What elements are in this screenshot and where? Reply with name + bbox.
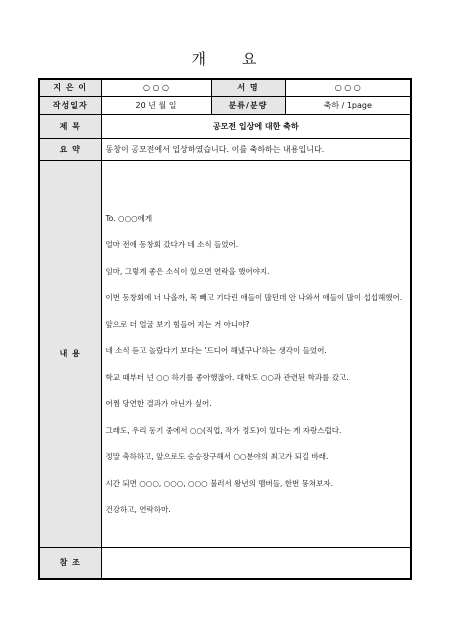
letter-text [106, 177, 407, 516]
title-char-2: 요 [242, 50, 259, 68]
letter-line: 어쩜 당연한 결과가 아닌가 싶어. [105, 399, 212, 408]
letter-line: 정말 축하하고, 앞으로도 승승장구해서 ○○분야의 최고가 되길 바래. [105, 452, 329, 461]
date-label: 작성일자 [39, 96, 101, 114]
author-value: ○ ○ ○ [101, 79, 211, 96]
author-row [39, 79, 411, 96]
category-label: 분류/분량 [211, 96, 285, 114]
letter-line: To. ○○○에게 [105, 213, 153, 223]
letter-line: 이번 동창회에 너 나올까, 목 빼고 기다린 애들이 많던데 안 나와서 애들이 많이 섭섭해했어. [105, 293, 403, 302]
summary-value: 동창이 공모전에서 입상하였습니다. 이를 축하하는 내용입니다. [101, 138, 411, 160]
category-value: 축하 / 1page [285, 96, 411, 114]
date-value: 20 년 월 일 [101, 96, 211, 114]
signature-value: ○ ○ ○ [285, 79, 411, 96]
author-label: 지 은 이 [39, 79, 101, 96]
letter-line: 네 소식 듣고 놀랐다기 보다는 '드디어 해냈구나'하는 생각이 들었어. [105, 346, 327, 355]
overview-form-table [38, 78, 412, 580]
signature-label: 서 명 [211, 79, 285, 96]
letter-line: 얼마 전에 동창회 갔다가 네 소식 들었어. [105, 240, 239, 249]
summary-row [39, 138, 411, 160]
reference-value [101, 547, 411, 579]
subject-value: 공모전 입상에 대한 축하 [101, 114, 411, 138]
letter-line: 건강하고, 연락하마. [105, 505, 171, 514]
content-body [101, 160, 411, 547]
letter-line: 그래도, 우리 동기 중에서 ○○(직업, 작가 정도)이 있다는 게 자랑스럽다. [105, 425, 342, 435]
letter-line: 앞으로 더 얼굴 보기 힘들어 지는 거 아니야? [105, 319, 250, 329]
summary-label: 요 약 [39, 138, 101, 160]
reference-row [39, 547, 411, 579]
subject-label: 제 목 [39, 114, 101, 138]
letter-line: 임마, 그렇게 좋은 소식이 있으면 연락을 했어야지. [105, 266, 270, 276]
content-row [39, 160, 411, 547]
content-label: 내 용 [39, 160, 101, 547]
date-row [39, 96, 411, 114]
letter-line: 학교 때부터 넌 ○○ 하기를 좋아했잖아. 대학도 ○○과 관련된 학과를 갔고. [105, 372, 349, 382]
title-char-1: 개 [191, 50, 208, 68]
reference-label: 참 조 [39, 547, 101, 579]
letter-line: 시간 되면 ○○○, ○○○, ○○○ 불러서 왕년의 멤버들, 한번 뭉쳐보자. [105, 478, 334, 488]
subject-row [39, 114, 411, 138]
page-title [0, 48, 450, 69]
